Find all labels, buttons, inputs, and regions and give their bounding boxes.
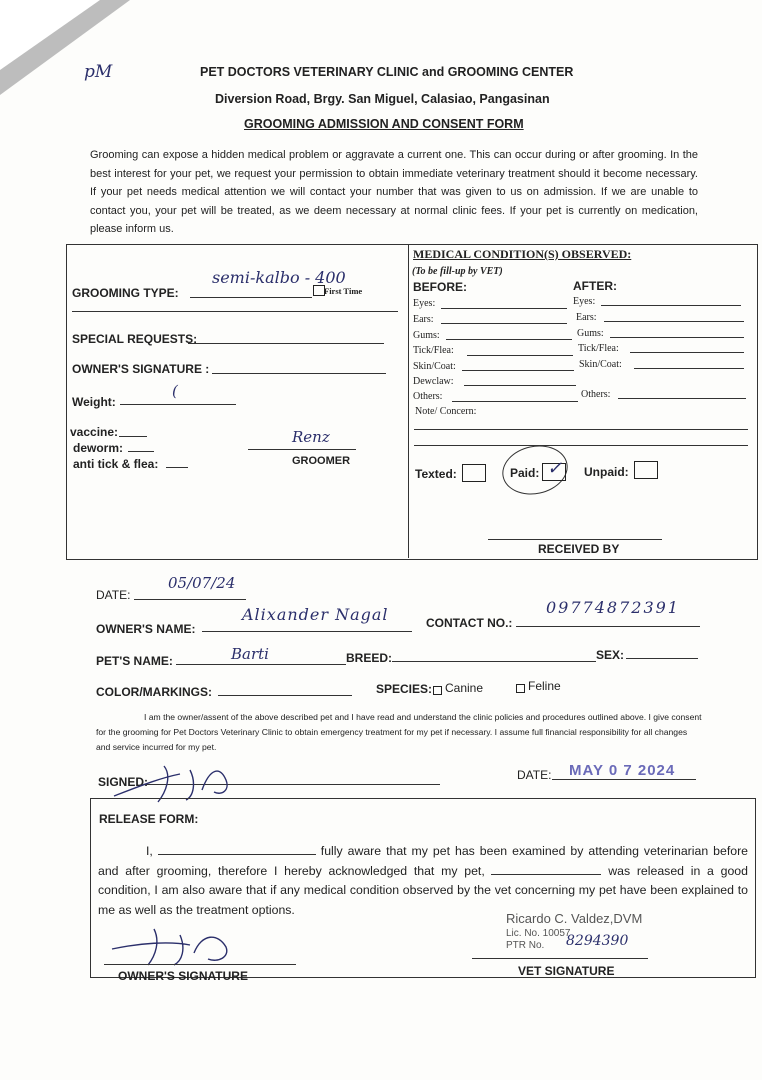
paid-check-mark: ✓ [547,458,563,479]
texted-label: Texted: [415,467,457,481]
after-others-line[interactable] [618,398,746,399]
canine-label: Canine [445,681,484,695]
feline-checkbox[interactable] [516,684,525,693]
special-requests-label: SPECIAL REQUESTS: [72,332,198,346]
after-others: Others: [581,389,611,400]
after-eyes: Eyes: [573,296,596,307]
release-text-b: fully aware that my pet has been examined by attending veterinarian before and after grooming, therefore I hereby acknowledged that my pet, [98,844,749,878]
canine-checkbox[interactable] [433,686,442,695]
before-ears: Ears: [413,314,434,325]
contact-label: CONTACT NO.: [426,616,513,630]
signed-label: SIGNED: [98,775,149,789]
vaccine-line[interactable] [119,436,147,437]
release-title: RELEASE FORM: [99,812,199,826]
after-skincoat-line[interactable] [634,368,744,369]
before-dewclaw: Dewclaw: [413,376,454,387]
margin-note: pM [84,62,113,82]
release-owner-signature-line[interactable] [104,964,296,965]
before-others-line[interactable] [452,401,578,402]
before-dewclaw-line[interactable] [464,385,576,386]
owner-name-label: OWNER'S NAME: [96,622,196,636]
paid-label: Paid: [510,466,540,480]
release-text-c: was released in a good condition, I am also aware that if any medical condition observed by the vet concerning my pet have been explained to me as well as the treatment options. [98,863,748,917]
vet-name: Ricardo C. Valdez,DVM [506,911,643,926]
before-gums: Gums: [413,330,440,341]
release-pet-name-blank[interactable] [491,862,601,875]
groomer-signature: Renz [292,428,330,446]
after-label: AFTER: [573,279,617,293]
before-others: Others: [413,391,443,402]
owner-name-value: Alixander Nagal [242,605,389,624]
grooming-type-line-2 [72,311,398,312]
pet-name-value: Barti [231,645,269,663]
note-line-1[interactable] [414,429,748,430]
deworm-label: deworm: [73,441,124,455]
after-gums-line[interactable] [610,337,744,338]
folded-corner-inner [0,0,100,70]
after-gums: Gums: [577,328,604,339]
contact-line[interactable] [516,626,700,627]
weight-value: ( [172,382,178,400]
sex-line[interactable] [626,658,698,659]
note-line-2[interactable] [414,445,748,446]
date-label: DATE: [96,588,131,602]
sex-label: SEX: [596,648,625,662]
before-eyes-line[interactable] [441,308,567,309]
feline-label: Feline [528,679,561,693]
consent-date-label: DATE: [517,768,552,782]
before-ears-line[interactable] [441,323,567,324]
before-tickflea-line[interactable] [467,355,573,356]
weight-label: Weight: [72,395,116,409]
contact-value: 09774872391 [546,598,680,617]
weight-line[interactable] [120,404,236,405]
before-label: BEFORE: [413,280,467,294]
pet-name-line[interactable] [176,664,346,665]
texted-checkbox[interactable] [462,464,486,482]
color-line[interactable] [218,695,352,696]
release-owner-name-blank[interactable] [158,842,316,855]
after-skincoat: Skin/Coat: [579,359,622,370]
release-owner-signature-label: OWNER'S SIGNATURE [118,969,248,983]
vet-ptr-value: 8294390 [566,933,629,949]
groomer-line[interactable] [248,449,356,450]
unpaid-checkbox[interactable] [634,461,658,479]
form-title: GROOMING ADMISSION AND CONSENT FORM [244,117,524,131]
deworm-line[interactable] [128,451,154,452]
received-by-line[interactable] [488,539,662,540]
vet-signature-label: VET SIGNATURE [518,964,615,978]
medical-subtitle: (To be fill-up by VET) [412,266,503,277]
after-tickflea: Tick/Flea: [578,343,619,354]
special-requests-line[interactable] [188,343,384,344]
before-gums-line[interactable] [446,339,572,340]
after-ears: Ears: [576,312,597,323]
owner-signature-label: OWNER'S SIGNATURE : [72,362,210,376]
antitick-label: anti tick & flea: [73,457,159,471]
vet-signature-line[interactable] [472,958,648,959]
intro-paragraph: Grooming can expose a hidden medical problem or aggravate a current one. This can occur during or after grooming. In the best interest for your pet, we request your permission to obtain immediate veterinary treatment should it become necessary. If your pet needs medical attention we will contact your number that was given to us on admission. If we are unable to contact you, your pet will be treated, as we deem necessary at normal clinic fees. If your pet is currently on medication, please inform us. [90,149,698,235]
grooming-type-value[interactable]: semi-kalbo - 400 [212,268,346,287]
clinic-address: Diversion Road, Brgy. San Miguel, Calasiao, Pangasinan [215,92,550,106]
owner-name-line[interactable] [202,631,412,632]
clinic-name: PET DOCTORS VETERINARY CLINIC and GROOMING CENTER [200,65,574,79]
groomer-label: GROOMER [292,455,351,467]
breed-label: BREED: [346,651,393,665]
vet-license: Lic. No. 10057 [506,928,571,939]
date-line[interactable] [134,599,246,600]
medical-title: MEDICAL CONDITION(S) OBSERVED: [413,247,632,261]
after-eyes-line[interactable] [601,305,741,306]
before-skincoat-line[interactable] [462,370,574,371]
unpaid-label: Unpaid: [584,465,629,479]
antitick-line[interactable] [166,467,188,468]
species-label: SPECIES: [376,682,433,696]
first-time-label: First Time [324,286,363,296]
grooming-type-label: GROOMING TYPE: [72,286,179,300]
pet-name-label: PET'S NAME: [96,654,173,668]
after-ears-line[interactable] [604,321,744,322]
consent-date-line[interactable] [552,779,696,780]
breed-line[interactable] [392,661,596,662]
grooming-type-line [190,297,312,298]
vet-ptr-label: PTR No. [506,940,545,951]
paid-checkbox[interactable] [542,458,566,481]
note-label: Note/ Concern: [415,406,477,417]
received-by-label: RECEIVED BY [538,542,620,556]
release-text-a: I, [146,844,158,858]
date-stamp: MAY 0 7 2024 [569,762,676,779]
color-label: COLOR/MARKINGS: [96,685,212,699]
vaccine-label: vaccine: [70,425,119,439]
before-tickflea: Tick/Flea: [413,345,454,356]
before-eyes: Eyes: [413,298,436,309]
after-tickflea-line[interactable] [630,352,744,353]
date-value: 05/07/24 [168,574,236,592]
consent-text: I am the owner/assent of the above described pet and I have read and understand the clinic policies and procedures outlined above. I give consent for the grooming for Pet Doctors Veterinary Clinic to obtain emergency treatment for my pet if necessary. I assume full financial responsibility for all changes and service incurred for my pet. [96,712,702,752]
release-paragraph [98,842,748,920]
owner-signature-line[interactable] [212,373,386,374]
before-skincoat: Skin/Coat: [413,361,456,372]
column-divider [408,244,409,558]
